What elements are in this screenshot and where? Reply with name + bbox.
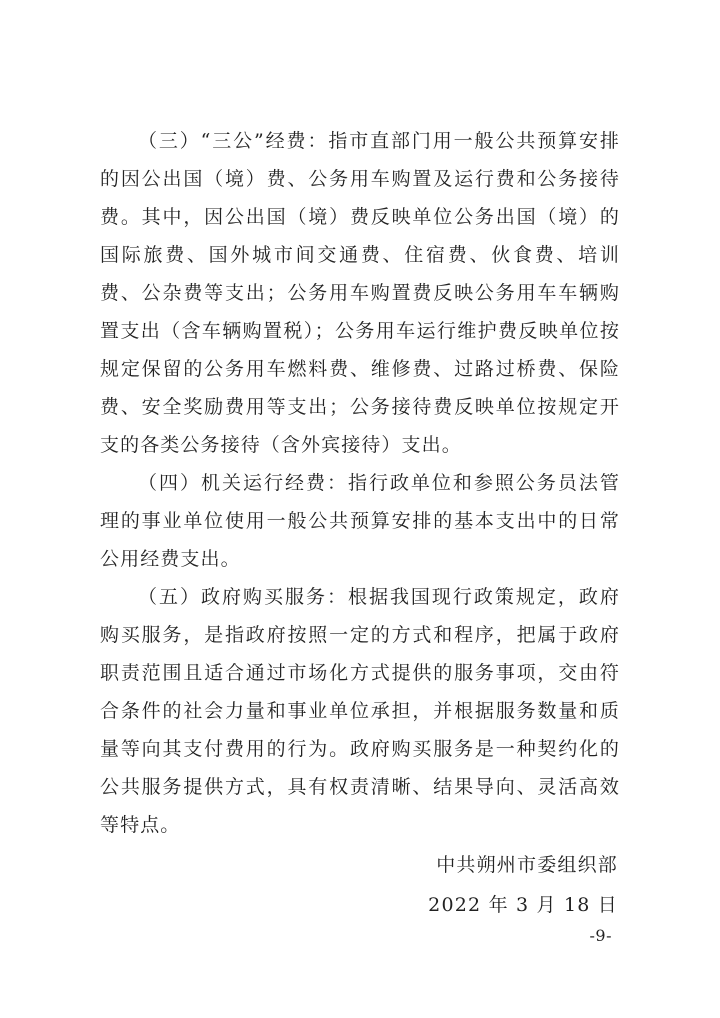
paragraph-government-procurement-services: （五）政府购买服务：根据我国现行政策规定，政府购买服务，是指政府按照一定的方式和程序，把属于政府职责范围且适合通过市场化方式提供的服务事项，交由符合条件的社会力量和事业单位承担，并根据服务数量和质量等向其支付费用的行为。政府购买服务是一种契约化的公共服务提供方式，具有权责清晰、结果导向、灵活高效等特点。 [100,586,620,836]
page-number: -9- [589,926,612,945]
paragraph-three-public-expenses: （三）“三公”经费：指市直部门用一般公共预算安排的因公出国（境）费、公务用车购置及运行费和公务接待费。其中，因公出国（境）费反映单位公务出国（境）的国际旅费、国外城市间交通费、住宿费、伙食费、培训费、公杂费等支出；公务用车购置费反映公务用车车辆购置支出（含车辆购置税）；公务用车运行维护费反映单位按规定保留的公务用车燃料费、维修费、过路过桥费、保险费、安全奖励费用等支出；公务接待费反映单位按规定开支的各类公务接待（含外宾接待）支出。 [100,130,620,456]
signature-block [428,845,618,925]
signature-organization: 中共朔州市委组织部 [436,854,618,876]
signature-date: 2022 年 3 月 18 日 [428,894,618,916]
paragraph-agency-operating-expenses: （四）机关运行经费：指行政单位和参照公务员法管理的事业单位使用一般公共预算安排的基本支出中的日常公用经费支出。 [100,472,620,570]
document-body [100,122,620,844]
